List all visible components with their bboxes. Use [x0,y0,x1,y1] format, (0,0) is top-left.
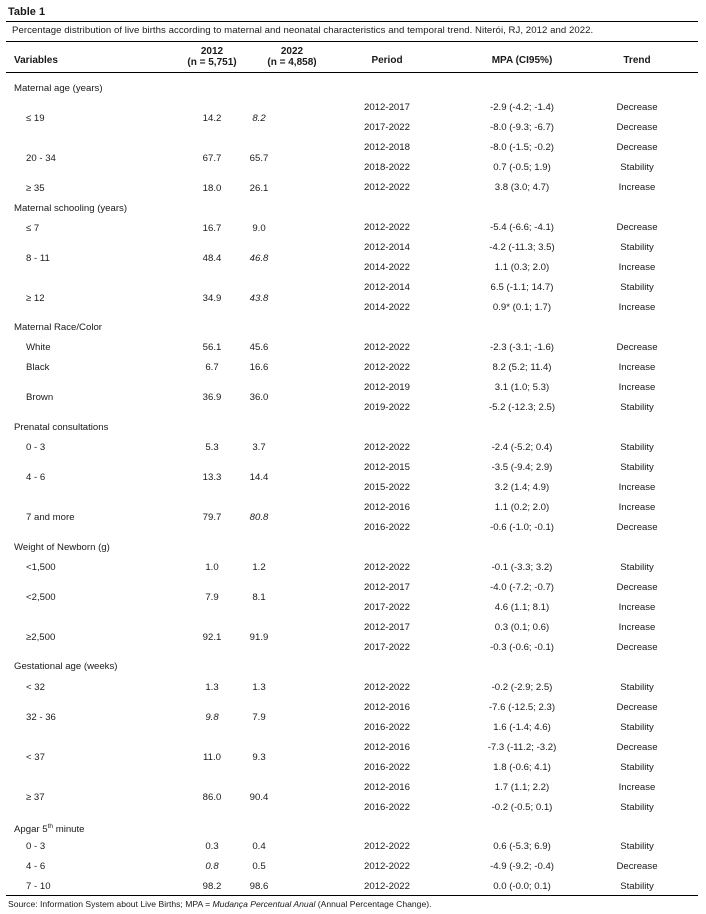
trend-period: 2017-2022 [364,642,410,653]
value-2012: 56.1 [202,342,222,353]
trend-label: Stability [620,402,654,413]
trend-period: 2014-2022 [364,302,410,313]
trend-label: Decrease [616,742,658,753]
trend-period: 2012-2022 [364,182,410,193]
trend-label: Decrease [616,342,658,353]
group-label: Maternal schooling (years) [14,203,128,214]
footnote-suffix: (Annual Percentage Change). [315,899,432,909]
trend-mpa: -4.9 (-9.2; -0.4) [490,861,554,872]
value-2012: 1.3 [205,682,219,693]
header-2012-n: (n = 5,751) [187,57,237,68]
group-label: Prenatal consultations [14,422,109,433]
value-2022: 7.9 [252,712,266,723]
trend-mpa: 6.5 (-1.1; 14.7) [490,282,554,293]
trend-period: 2012-2018 [364,142,410,153]
trend-period: 2012-2022 [364,841,410,852]
trend-label: Increase [618,182,656,193]
trend-mpa: 1.1 (0.3; 2.0) [494,262,550,273]
trend-period: 2012-2017 [364,582,410,593]
trend-label: Decrease [616,702,658,713]
header-2022 [242,46,342,68]
group-label: Apgar 5th minute [14,823,85,836]
value-2022: 9.3 [252,752,266,763]
trend-mpa: -7.3 (-11.2; -3.2) [487,742,557,753]
trend-mpa: 3.8 (3.0; 4.7) [494,182,550,193]
trend-label: Stability [620,881,654,892]
trend-label: Stability [620,762,654,773]
trend-period: 2012-2016 [364,782,410,793]
trend-period: 2012-2022 [364,682,410,693]
trend-period: 2014-2022 [364,262,410,273]
trend-period: 2016-2022 [364,762,410,773]
trend-period: 2012-2014 [364,282,410,293]
trend-label: Increase [618,362,656,373]
trend-mpa: 3.2 (1.4; 4.9) [494,482,550,493]
trend-label: Decrease [616,522,658,533]
trend-mpa: -2.3 (-3.1; -1.6) [490,342,554,353]
trend-period: 2012-2017 [364,102,410,113]
value-2022: 90.4 [249,792,269,803]
value-2022: 9.0 [252,223,266,234]
row-label: 20 - 34 [26,153,56,164]
trend-label: Increase [618,602,656,613]
trend-mpa: -3.5 (-9.4; 2.9) [491,462,553,473]
row-label: ≥ 35 [26,183,45,194]
table-footnote [8,899,431,909]
trend-label: Stability [620,802,654,813]
row-label: 7 - 10 [26,881,51,892]
trend-period: 2017-2022 [364,602,410,613]
row-label: <2,500 [26,592,56,603]
trend-mpa: 0.9* (0.1; 1.7) [492,302,552,313]
trend-mpa: -4.2 (-11.3; 3.5) [489,242,555,253]
group-label: Gestational age (weeks) [14,661,118,672]
trend-mpa: 1.7 (1.1; 2.2) [494,782,550,793]
footnote-prefix: Source: Information System about Live Births; MPA = [8,899,213,909]
value-2012: 1.0 [205,562,219,573]
row-label: ≥ 12 [26,293,45,304]
trend-period: 2012-2022 [364,861,410,872]
group-label: Weight of Newborn (g) [14,542,110,553]
trend-period: 2012-2019 [364,382,410,393]
trend-mpa: 1.8 (-0.6; 4.1) [493,762,551,773]
header-variables: Variables [14,55,58,66]
trend-label: Increase [618,782,656,793]
trend-period: 2012-2017 [364,622,410,633]
trend-mpa: 0.3 (0.1; 0.6) [494,622,550,633]
trend-period: 2018-2022 [364,162,410,173]
trend-period: 2016-2022 [364,802,410,813]
trend-mpa: -2.9 (-4.2; -1.4) [490,102,554,113]
trend-label: Stability [620,282,654,293]
trend-period: 2012-2022 [364,442,410,453]
value-2012: 86.0 [202,792,222,803]
value-2022: 91.9 [249,632,269,643]
trend-period: 2012-2016 [364,742,410,753]
row-label: < 37 [26,752,45,763]
value-2012: 14.2 [202,113,222,124]
value-2022: 1.2 [252,562,266,573]
value-2022: 45.6 [249,342,269,353]
header-period: Period [371,55,403,66]
row-label: 7 and more [26,512,75,523]
trend-label: Decrease [616,642,658,653]
row-label: ≥ 37 [26,792,45,803]
row-label: White [26,342,51,353]
value-2012: 7.9 [205,592,219,603]
rule-top [6,21,698,22]
footnote-italic: Mudança Percentual Anual [212,899,316,909]
trend-mpa: 3.1 (1.0; 5.3) [494,382,550,393]
trend-label: Stability [620,462,654,473]
row-label: < 32 [26,682,45,693]
trend-mpa: -8.0 (-1.5; -0.2) [490,142,554,153]
trend-label: Stability [620,242,654,253]
trend-mpa: -2.4 (-5.2; 0.4) [491,442,553,453]
rule-bottom [6,895,698,896]
trend-mpa: -5.2 (-12.3; 2.5) [488,402,556,413]
row-label: 8 - 11 [26,253,50,264]
trend-label: Stability [620,682,654,693]
trend-label: Decrease [616,142,658,153]
rule-below-caption [6,41,698,42]
trend-mpa: -0.3 (-0.6; -0.1) [490,642,554,653]
trend-period: 2015-2022 [364,482,410,493]
trend-period: 2016-2022 [364,522,410,533]
trend-label: Stability [620,841,654,852]
trend-label: Stability [620,722,654,733]
value-2022: 80.8 [249,512,269,523]
trend-label: Stability [620,442,654,453]
trend-label: Decrease [616,861,658,872]
trend-label: Increase [618,482,656,493]
trend-label: Decrease [616,222,658,233]
value-2012: 16.7 [202,223,222,234]
trend-period: 2012-2022 [364,222,410,233]
value-2012: 11.0 [203,752,221,763]
header-2022-year: 2022 [280,46,304,57]
table-title: Table 1 [8,6,46,18]
value-2012: 79.7 [202,512,222,523]
trend-mpa: -0.2 (-2.9; 2.5) [491,682,553,693]
trend-label: Increase [618,502,656,513]
value-2022: 43.8 [249,293,269,304]
trend-mpa: -7.6 (-12.5; 2.3) [488,702,556,713]
header-mpa: MPA (CI95%) [491,55,553,66]
value-2022: 1.3 [252,682,266,693]
header-2022-n: (n = 4,858) [267,57,317,68]
trend-period: 2012-2016 [364,702,410,713]
value-2012: 92.1 [202,632,222,643]
value-2022: 65.7 [249,153,269,164]
trend-label: Increase [618,302,656,313]
trend-mpa: 8.2 (5.2; 11.4) [492,362,552,373]
trend-mpa: 1.1 (0.2; 2.0) [494,502,550,513]
trend-mpa: 0.7 (-0.5; 1.9) [493,162,551,173]
value-2022: 26.1 [249,183,269,194]
trend-period: 2017-2022 [364,122,410,133]
trend-label: Increase [618,622,656,633]
header-trend: Trend [623,55,651,66]
trend-label: Decrease [616,102,658,113]
trend-label: Stability [620,162,654,173]
value-2012: 67.7 [202,153,222,164]
trend-mpa: -0.6 (-1.0; -0.1) [490,522,554,533]
trend-mpa: 0.6 (-5.3; 6.9) [493,841,551,852]
value-2022: 46.8 [249,253,269,264]
trend-period: 2012-2014 [364,242,410,253]
value-2012: 36.9 [202,392,222,403]
row-label: 4 - 6 [26,472,46,483]
trend-mpa: -4.0 (-7.2; -0.7) [490,582,554,593]
value-2012: 0.3 [205,841,219,852]
trend-period: 2012-2022 [364,362,410,373]
trend-mpa: 0.0 (-0.0; 0.1) [493,881,551,892]
value-2022: 98.6 [249,881,269,892]
value-2022: 8.2 [252,113,266,124]
row-label: ≤ 19 [26,113,45,124]
trend-period: 2012-2022 [364,342,410,353]
value-2022: 0.5 [252,861,266,872]
row-label: Black [26,362,50,373]
row-label: ≤ 7 [26,223,40,234]
trend-period: 2012-2022 [364,562,410,573]
trend-period: 2016-2022 [364,722,410,733]
row-label: <1,500 [26,562,56,573]
value-2012: 0.8 [205,861,219,872]
row-label: 0 - 3 [26,841,46,852]
value-2012: 34.9 [202,293,222,304]
value-2012: 13.3 [202,472,222,483]
value-2012: 48.4 [202,253,222,264]
header-2012-year: 2012 [200,46,224,57]
trend-mpa: -0.1 (-3.3; 3.2) [491,562,553,573]
trend-mpa: -8.0 (-9.3; -6.7) [490,122,554,133]
trend-period: 2012-2016 [364,502,410,513]
row-label: Brown [26,392,54,403]
trend-label: Decrease [616,122,658,133]
value-2012: 5.3 [205,442,219,453]
row-label: 0 - 3 [26,442,46,453]
value-2022: 3.7 [252,442,266,453]
trend-period: 2012-2015 [364,462,410,473]
value-2022: 36.0 [249,392,269,403]
trend-label: Increase [618,262,656,273]
value-2022: 16.6 [249,362,269,373]
value-2012: 6.7 [205,362,219,373]
value-2012: 9.8 [205,712,219,723]
rule-below-header [6,72,698,73]
table-caption: Percentage distribution of live births according to maternal and neonatal characteristics and temporal trend. Niterói, RJ, 2012 and 2022. [12,25,594,36]
trend-mpa: 1.6 (-1.4; 4.6) [493,722,551,733]
value-2012: 98.2 [202,881,222,892]
value-2012: 18.0 [202,183,222,194]
value-2022: 8.1 [252,592,266,603]
trend-period: 2012-2022 [364,881,410,892]
row-label: ≥2,500 [26,632,56,643]
value-2022: 14.4 [249,472,269,483]
group-label: Maternal Race/Color [14,322,102,333]
trend-label: Increase [618,382,656,393]
trend-mpa: 4.6 (1.1; 8.1) [494,602,550,613]
trend-label: Stability [620,562,654,573]
trend-mpa: -5.4 (-6.6; -4.1) [490,222,554,233]
trend-label: Decrease [616,582,658,593]
value-2022: 0.4 [252,841,266,852]
trend-period: 2019-2022 [364,402,410,413]
row-label: 4 - 6 [26,861,46,872]
trend-mpa: -0.2 (-0.5; 0.1) [491,802,553,813]
group-label: Maternal age (years) [14,83,103,94]
row-label: 32 - 36 [26,712,56,723]
